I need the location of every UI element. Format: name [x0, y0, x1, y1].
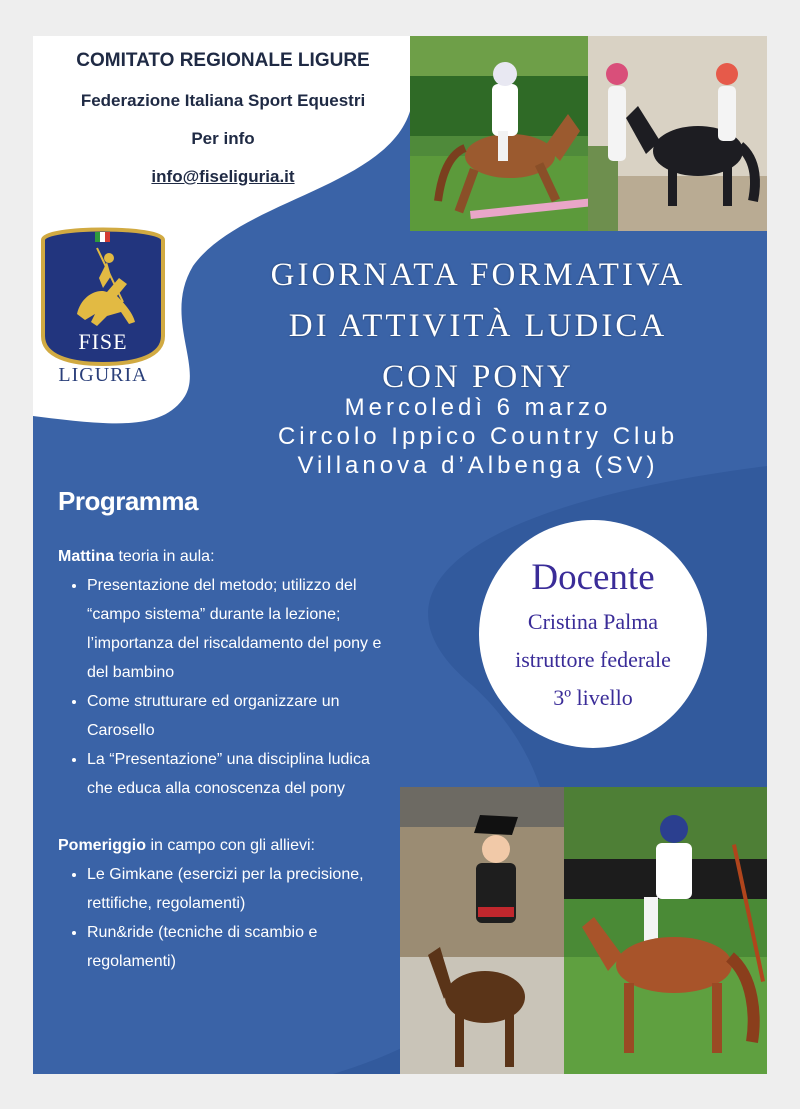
list-item: • Le Gimkane (esercizi per la precisione, rettifiche, regolamenti): [87, 860, 398, 918]
title-line-3: CON PONY: [382, 359, 574, 395]
program-heading: Programma: [58, 486, 198, 516]
morning-items: [58, 571, 398, 803]
teacher-level: 3º livello: [553, 685, 633, 710]
federation-name: Federazione Italiana Sport Equestri: [80, 91, 366, 110]
logo-word-liguria: LIGURIA: [58, 364, 148, 386]
photo-pirate-rider: [400, 787, 564, 1074]
afternoon-text: in campo con gli allievi:: [146, 837, 315, 854]
list-item: • Come strutturare ed organizzare un Carosello: [87, 687, 398, 745]
teacher-name: Cristina Palma: [527, 609, 659, 634]
morning-text: teoria in aula:: [114, 548, 215, 565]
afternoon-label: Pomeriggio: [58, 837, 147, 854]
list-item: • Run&ride (tecniche di scambio e regolamenti): [87, 918, 398, 976]
header-contact: [33, 46, 413, 192]
event-venue: Circolo Ippico Country Club: [277, 423, 679, 450]
email-link[interactable]: info@fiseliguria.it: [151, 167, 295, 186]
morning-label: Mattina: [58, 548, 114, 565]
event-title: [203, 250, 753, 403]
photo-pony-jump: [410, 36, 588, 231]
photo-pole-rider: [564, 787, 767, 1074]
title-line-2: DI ATTIVITÀ LUDICA: [288, 308, 668, 344]
afternoon-items: [58, 860, 398, 976]
afternoon-intro: [58, 831, 398, 860]
info-label: Per info: [191, 129, 255, 148]
event-date: Mercoledì 6 marzo: [344, 394, 612, 421]
event-place: Villanova d’Albenga (SV): [297, 452, 659, 479]
photo-black-pony: [588, 36, 767, 231]
org-name: COMITATO REGIONALE LIGURE: [76, 50, 370, 71]
logo-word-fise: FISE: [78, 329, 128, 354]
teacher-heading: Docente: [531, 557, 655, 598]
list-item: • Presentazione del metodo; utilizzo del “campo sistema” durante la lezione; l’importanza del riscaldamento del pony e del bambino: [87, 571, 398, 687]
morning-intro: [58, 542, 398, 571]
list-item: • La “Presentazione” una disciplina ludica che educa alla conoscenza del pony: [87, 745, 398, 803]
poster: [33, 36, 767, 1074]
teacher-badge: [479, 520, 707, 748]
program-list: [58, 542, 398, 976]
title-line-1: GIORNATA FORMATIVA: [270, 257, 686, 293]
event-details: [203, 393, 753, 480]
teacher-role: istruttore federale: [515, 647, 671, 672]
